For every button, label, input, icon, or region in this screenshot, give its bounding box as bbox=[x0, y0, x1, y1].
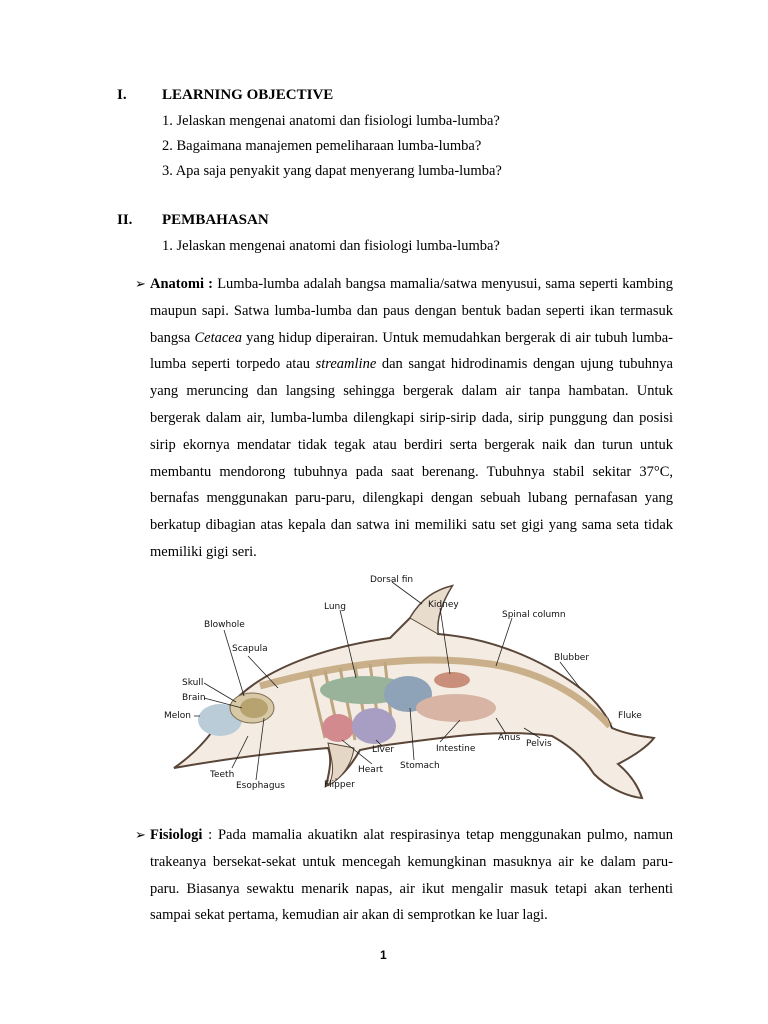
anatomi-text-b: yang hidup diperairan. Untuk memudahkan bergerak di air tubuh lumba-lumba seperti torpedo atau bbox=[150, 329, 674, 373]
label-melon: Melon bbox=[164, 711, 192, 721]
objective-item-3: 3. Apa saja penyakit yang dapat menyerang lumba-lumba? bbox=[162, 163, 502, 179]
heart-shape bbox=[322, 714, 354, 742]
anatomi-text-c: dan sangat hidrodinamis dengan ujung tubuhnya yang meruncing dan langsing sehingga bergerak dalam air tanpa hambatan. Untuk bergerak dalam air, lumba-lumba dilengkapi sirip-sirip dada, sirip punggung dan posisi sirip ekornya mendatar tidak tegak atau berdiri serta bergerak naik dan turun untuk membantu mendorong tubuhnya pada saat berenang. Tubuhnya stabil sekitar 37°C, bernafas menggunakan paru-paru, dilengkapi dengan sebuah lubang pernafasan yang berkatup dibagian atas kepala dan satwa ini memiliki satu set gigi yang sama seta tidak memiliki gigi seri. bbox=[150, 356, 673, 560]
fisiologi-text: : Pada mamalia akuatikn alat respirasinya tetap menggunakan pulmo, namun trakeanya bersekat-sekat untuk mencegah kemungkinan masuknya air ke dalam paru-paru. Biasanya sewaktu menarik napas, air ikut mengalir masuk tetapi akan terhenti sampai sekat pertama, kemudian air akan di semprotkan ke luar lagi. bbox=[150, 827, 673, 924]
dolphin-anatomy-diagram bbox=[160, 568, 660, 808]
section-2-number: II. bbox=[117, 212, 133, 228]
section-1-title: LEARNING OBJECTIVE bbox=[162, 87, 334, 103]
label-scapula: Scapula bbox=[232, 644, 268, 654]
label-blubber: Blubber bbox=[554, 653, 590, 663]
label-lung: Lung bbox=[324, 602, 346, 612]
section-2-title: PEMBAHASAN bbox=[162, 212, 269, 228]
arrow-bullet-icon: ➢ bbox=[135, 827, 146, 842]
label-brain: Brain bbox=[182, 693, 206, 703]
anatomi-text-a: Lumba-lumba adalah bangsa mamalia/satwa menyusui, sama seperti kambing maupun sapi. Satwa lumba-lumba dan paus dengan bentuk badan seperti ikan termasuk bangsa bbox=[150, 276, 673, 346]
label-pelvis: Pelvis bbox=[526, 739, 552, 749]
anatomi-italic-streamline: streamline bbox=[315, 356, 377, 373]
fisiologi-term: Fisiologi bbox=[150, 827, 203, 843]
label-skull: Skull bbox=[182, 678, 204, 688]
label-spinal-column: Spinal column bbox=[502, 610, 566, 620]
objective-item-1: 1. Jelaskan mengenai anatomi dan fisiologi lumba-lumba? bbox=[162, 113, 500, 129]
kidney-shape bbox=[434, 672, 470, 688]
brain-shape bbox=[240, 698, 268, 718]
label-stomach: Stomach bbox=[400, 761, 440, 771]
label-esophagus: Esophagus bbox=[236, 781, 285, 791]
fisiologi-paragraph bbox=[135, 822, 673, 929]
intestine-shape bbox=[416, 694, 496, 722]
label-teeth: Teeth bbox=[210, 770, 235, 780]
label-flipper: Flipper bbox=[324, 780, 355, 790]
label-intestine: Intestine bbox=[436, 744, 476, 754]
discussion-item-1: 1. Jelaskan mengenai anatomi dan fisiologi lumba-lumba? bbox=[162, 238, 500, 254]
anatomi-paragraph bbox=[135, 271, 674, 566]
liver-shape bbox=[352, 708, 396, 744]
anatomi-term: Anatomi : bbox=[150, 276, 213, 292]
label-blowhole: Blowhole bbox=[204, 620, 245, 630]
section-1-number: I. bbox=[117, 87, 127, 103]
label-anus: Anus bbox=[498, 733, 521, 743]
page-number: 1 bbox=[380, 948, 387, 962]
label-kidney: Kidney bbox=[428, 600, 459, 610]
label-liver: Liver bbox=[372, 745, 395, 755]
arrow-bullet-icon: ➢ bbox=[135, 276, 146, 291]
label-heart: Heart bbox=[358, 765, 384, 775]
objective-item-2: 2. Bagaimana manajemen pemeliharaan lumba-lumba? bbox=[162, 138, 482, 154]
anatomi-italic-cetacea: Cetacea bbox=[194, 329, 242, 346]
label-fluke: Fluke bbox=[618, 711, 642, 721]
label-dorsal-fin: Dorsal fin bbox=[370, 575, 414, 585]
